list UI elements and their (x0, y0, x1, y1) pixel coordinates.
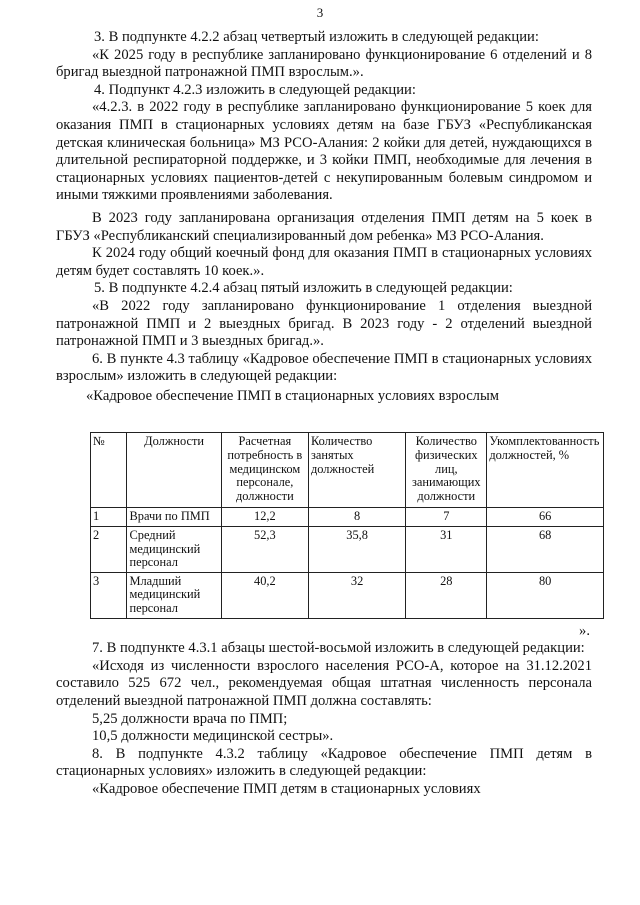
item-4-paragraph-3: К 2024 году общий коечный фонд для оказания ПМП в стационарных условиях детям будет составлять 10 коек.». (56, 245, 592, 279)
cell-persons: 7 (406, 508, 487, 527)
item-6-heading: 6. В пункте 4.3 таблицу «Кадровое обеспечение ПМП в стационарных условиях взрослым» изложить в следующей редакции: (56, 350, 592, 385)
cell-need: 12,2 (221, 508, 308, 527)
item-3-text: «К 2025 году в республике запланировано функционирование 6 отделений и 8 бригад выездной патронажной ПМП взрослым.». (56, 46, 592, 81)
table-row (91, 508, 604, 527)
header-need: Расчетная потребность в медицинском персонале, должности (221, 433, 308, 508)
table-row (91, 527, 604, 573)
item-7-paragraph-3: 10,5 должности медицинской сестры». (92, 728, 334, 745)
cell-need: 40,2 (221, 572, 308, 618)
cell-position: Младший медицинский персонал (127, 572, 221, 618)
cell-num: 1 (91, 508, 127, 527)
table-title: «Кадровое обеспечение ПМП в стационарных условиях взрослым (86, 387, 500, 404)
item-8-heading: 8. В подпункте 4.3.2 таблицу «Кадровое обеспечение ПМП детям в стационарных условиях» изложить в следующей редакции: (56, 745, 592, 780)
item-8-table-title: «Кадровое обеспечение ПМП детям в стационарных условиях (92, 780, 481, 797)
table-row (91, 572, 604, 618)
cell-staffing: 66 (487, 508, 604, 527)
cell-position: Врачи по ПМП (127, 508, 221, 527)
item-4-heading: 4. Подпункт 4.2.3 изложить в следующей редакции: (94, 81, 416, 98)
cell-occupied: 32 (308, 572, 405, 618)
item-5-text: «В 2022 году запланировано функционирование 1 отделения выездной патронажной ПМП и 2 выездных бригад. В 2023 году - 2 отделений выездной патронажной ПМП и 3 выездных бригад.». (56, 297, 592, 350)
cell-persons: 28 (406, 572, 487, 618)
cell-staffing: 68 (487, 527, 604, 573)
staffing-table (90, 432, 604, 618)
item-4-paragraph-1: «4.2.3. в 2022 году в республике запланировано функционирование 5 коек для оказания ПМП в стационарных условиях детям на базе ГБУЗ «Республиканская детская клиническая больница» МЗ РСО-Алания: 2 койки для детей, нуждающихся в длительной респираторной поддержке, и 3 койки ПМП, необходимые для лечения в стационарных условиях пациентов-детей с некупированным болевым синдромом и иными тяжкими проявлениями заболевания. (56, 99, 592, 204)
table-header-row (91, 433, 604, 508)
item-7-heading: 7. В подпункте 4.3.1 абзацы шестой-восьмой изложить в следующей редакции: (92, 640, 585, 657)
item-7-paragraph-2: 5,25 должности врача по ПМП; (92, 710, 288, 727)
cell-occupied: 8 (308, 508, 405, 527)
cell-need: 52,3 (221, 527, 308, 573)
item-7-paragraph-1: «Исходя из численности взрослого населения РСО-А, которое на 31.12.2021 составило 525 672 чел., рекомендуемая общая штатная численность персонала отделений выездной патронажной ПМП должна составлять: (56, 657, 592, 709)
document-body (56, 29, 600, 799)
item-4-paragraph-2: В 2023 году запланирована организация отделения ПМП детям на 5 коек в ГБУЗ «Республиканский специализированный дом ребенка» МЗ РСО-Алания. (56, 209, 592, 244)
table-closing-quote: ». (579, 622, 590, 639)
cell-position: Средний медицинский персонал (127, 527, 221, 573)
header-position: Должности (127, 433, 221, 508)
header-staffing: Укомплектованность должностей, % (487, 433, 604, 508)
item-5-heading: 5. В подпункте 4.2.4 абзац пятый изложить в следующей редакции: (94, 280, 513, 297)
cell-num: 2 (91, 527, 127, 573)
cell-occupied: 35,8 (308, 527, 405, 573)
header-num: № (91, 433, 127, 508)
cell-num: 3 (91, 572, 127, 618)
header-occupied: Количество занятых должностей (308, 433, 405, 508)
cell-staffing: 80 (487, 572, 604, 618)
item-3-heading: 3. В подпункте 4.2.2 абзац четвертый изложить в следующей редакции: (94, 29, 539, 45)
header-persons: Количество физических лиц, занимающих должности (406, 433, 487, 508)
page-number: 3 (316, 5, 324, 20)
cell-persons: 31 (406, 527, 487, 573)
